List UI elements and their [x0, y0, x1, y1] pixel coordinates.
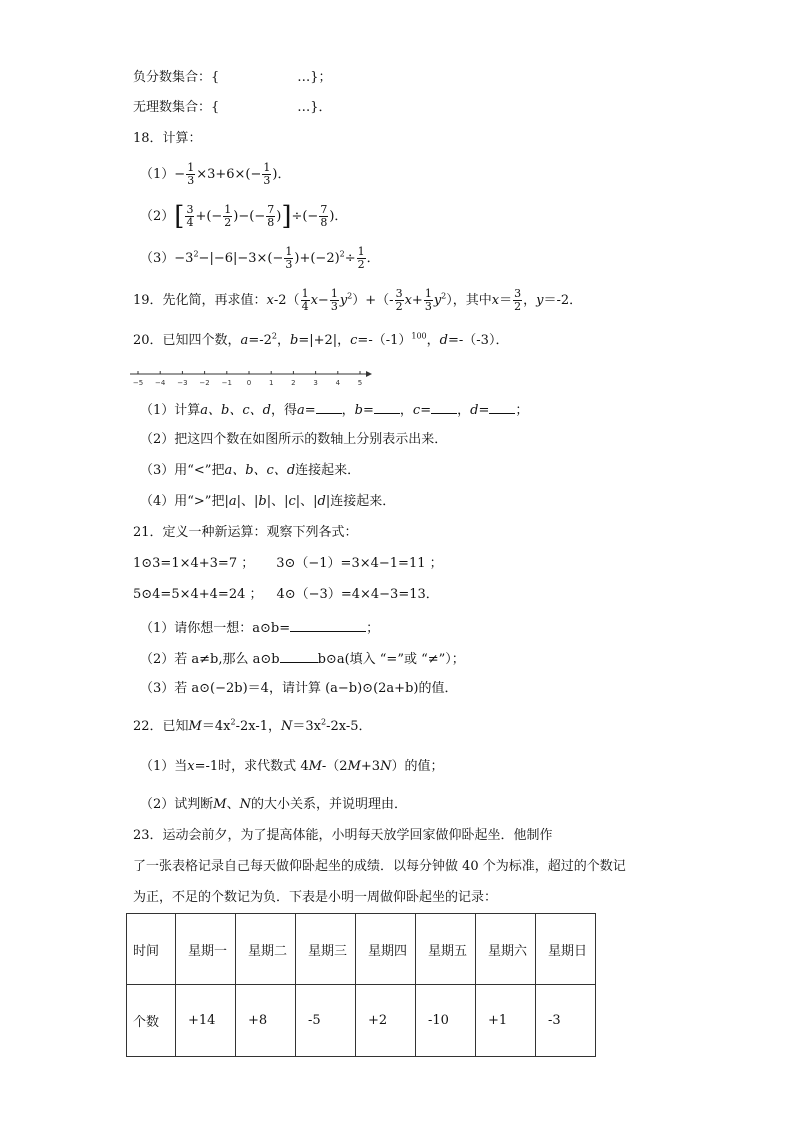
- q20-lead: 20．已知四个数，: [133, 333, 241, 348]
- number-line-tick-label: −3: [177, 379, 188, 387]
- q21-part2: [140, 648, 465, 670]
- q18-p1-f2-num: 1: [263, 161, 271, 174]
- table-header-cell: 时间: [127, 914, 176, 985]
- q20-p4-t2: |连接起来．: [325, 494, 396, 509]
- number-line-tick-label: −1: [221, 379, 232, 387]
- table-header-cell: 星期日: [536, 914, 596, 985]
- q22-p1-N1: N: [380, 759, 392, 774]
- q19-f2-den: 3: [330, 300, 338, 313]
- q20-part1: [140, 399, 528, 421]
- q18-p2-number: （2）: [140, 209, 175, 224]
- q18-p1-frac2: [262, 162, 271, 187]
- q21-answer2-blank[interactable]: [280, 648, 318, 663]
- q18-p3-frac1: [284, 246, 293, 271]
- q20-p1-a: a: [296, 403, 305, 418]
- q18-p3-b: −|−6|−3×(−: [198, 251, 284, 266]
- q22-p1-t2: =-1时，求代数式 4: [194, 759, 309, 774]
- q19-f3-den: 2: [395, 300, 403, 313]
- q19-x4: x: [491, 293, 500, 308]
- q20-answer-a-blank[interactable]: [316, 399, 342, 414]
- q22-N-exp: 2: [320, 717, 327, 727]
- q18-p3-c: )+(−2): [294, 251, 340, 266]
- q22-p1-t5: ）的值；: [391, 759, 444, 774]
- q20-p4-d: d: [317, 494, 326, 509]
- number-line-tick-label: 2: [291, 379, 296, 387]
- q20-a-value: =-2: [248, 333, 272, 348]
- q20-p1-sep3: ，: [457, 403, 471, 418]
- q19-m3: ）+（-: [352, 293, 394, 308]
- q18-p3-g-den: 2: [357, 258, 365, 271]
- q20-answer-c-blank[interactable]: [431, 399, 457, 414]
- q20-c-exp: 100: [411, 331, 427, 341]
- q21-p2-t1: （2）若 a≠b,那么 a⊙b: [140, 652, 280, 667]
- q18-p1-f1-num: 1: [187, 161, 195, 174]
- q22-M-value2: -2x-1，: [235, 719, 281, 734]
- negative-fraction-set-label: 负分数集合：{: [133, 70, 220, 85]
- table-header-row: [127, 914, 596, 985]
- q22-p1-t1: （1）当: [140, 759, 188, 774]
- number-line-tick-label: 3: [313, 379, 318, 387]
- q21-p1-end: ；: [366, 621, 380, 636]
- q22-p2-t2: 的大小关系，并说明理由．: [250, 797, 407, 812]
- q19-y3: y: [536, 293, 544, 308]
- q20-p4-a: a: [228, 494, 237, 509]
- q18-p3-f-num: 1: [285, 245, 293, 258]
- table-cell: -3: [536, 985, 596, 1057]
- q21-examples-row2: [133, 585, 439, 605]
- q22-part1: [140, 757, 443, 777]
- q21-example4: 4⊙（−3）=4×4−3=13．: [276, 587, 439, 602]
- q18-part1: [140, 162, 290, 187]
- table-cell: -5: [296, 985, 356, 1057]
- q20-answer-d-blank[interactable]: [489, 399, 515, 414]
- q18-p3-d: ÷: [344, 251, 356, 266]
- q20-p1-d: d: [470, 403, 479, 418]
- q20-b: b: [289, 333, 299, 348]
- number-line-tick-label: 5: [357, 379, 363, 387]
- q22-part2: [140, 795, 407, 815]
- q22-N-value2: -2x-5．: [326, 719, 372, 734]
- q18-p2-f2-num: 1: [224, 203, 232, 216]
- q20-p1-eq-d: =: [478, 403, 490, 418]
- q23-line3: 为正，不足的个数记为负．下表是小明一周做仰卧起坐的记录：: [133, 890, 498, 905]
- q20-p1-sep1: ，: [341, 403, 355, 418]
- q20-p1-b: b: [354, 403, 363, 418]
- q20-p1-t1: （1）计算: [140, 403, 201, 418]
- q18-p3-end: ．: [366, 251, 380, 266]
- situp-record-table: [126, 913, 596, 1057]
- table-cell: +8: [236, 985, 296, 1057]
- q20-p3-t2: 连接起来．: [295, 463, 361, 478]
- number-line-tick-label: 4: [335, 379, 341, 387]
- q18-p3-frac2: [357, 246, 366, 271]
- q18-title: 18．计算：: [133, 131, 202, 146]
- number-line-tick-label: 0: [246, 379, 252, 387]
- q19-y2: y: [433, 293, 442, 308]
- q20-p1-c: c: [412, 403, 421, 418]
- q19-e1: 2: [347, 291, 353, 301]
- number-line-ticks: [133, 371, 362, 387]
- q22-p2-M: M: [213, 797, 227, 812]
- q20-p3-t1: （3）用“<”把: [140, 463, 225, 478]
- q19-f5-den: 2: [514, 300, 522, 313]
- q20-comma2: ，: [426, 333, 440, 348]
- q22-p1-M2: M: [347, 759, 361, 774]
- number-line-tick-label: −2: [199, 379, 210, 387]
- q18-p2-f4-den: 8: [320, 216, 328, 229]
- q22-p1-t4: +3: [360, 759, 381, 774]
- q20-p4-s2: |、|: [266, 494, 289, 509]
- number-line: [128, 370, 373, 390]
- q18-p3-g-num: 1: [357, 245, 365, 258]
- q18-part2: [140, 201, 348, 232]
- table-header-cell: 星期六: [476, 914, 536, 985]
- q21-part3: （3）若 a⊙(−2b)＝4，请计算 (a−b)⊙(2a+b)的值．: [140, 681, 458, 696]
- q18-p1-minus: −: [174, 167, 186, 182]
- q18-p1-end: )．: [272, 167, 291, 182]
- q18-part3: [140, 246, 380, 271]
- q20-p4-c: c: [288, 494, 296, 509]
- irrational-set-label: 无理数集合：{: [133, 100, 220, 115]
- q19-line: [133, 288, 582, 313]
- q22-p1-t3: -（2: [321, 759, 348, 774]
- q19-f5-num: 3: [514, 287, 522, 300]
- q19-f3-num: 3: [395, 287, 403, 300]
- table-header-cell: 星期二: [236, 914, 296, 985]
- q23-line1: 23．运动会前夕，为了提高体能，小明每天放学回家做仰卧起坐．他制作: [133, 828, 553, 843]
- q18-p1-mid: ×3+6×(−: [196, 167, 262, 182]
- table-header-cell: 星期五: [416, 914, 476, 985]
- q20-d: d: [439, 333, 448, 348]
- q22-p1-M1: M: [308, 759, 322, 774]
- q19-x2: x: [310, 293, 318, 308]
- number-line-tick-label: −5: [132, 379, 144, 387]
- q20-p1-eq-c: =: [420, 403, 432, 418]
- q19-x1: x: [266, 293, 274, 308]
- q19-m2: −: [317, 293, 329, 308]
- q21-example2: 3⊙（−1）=3×4−1=11 ；: [276, 556, 443, 571]
- q20-a-exp: 2: [271, 331, 277, 341]
- number-line-tick-label: −4: [155, 379, 166, 387]
- q18-p2-t1: +(−: [195, 209, 223, 224]
- q20-b-value: =|+2|，: [298, 333, 351, 348]
- q18-p2-f2-den: 2: [224, 216, 232, 229]
- table-header-cell: 星期四: [356, 914, 416, 985]
- q19-c1: ，: [523, 293, 537, 308]
- q18-p2-t2: )−(−: [233, 209, 266, 224]
- q19-eq2: ＝-2．: [543, 293, 583, 308]
- q21-example3: 5⊙4=5×4+4=24 ；: [133, 587, 263, 602]
- q19-f2-num: 1: [330, 287, 338, 300]
- q18-p1-frac1: [186, 162, 195, 187]
- q18-p3-number: （3）: [140, 251, 175, 266]
- q20-a: a: [240, 333, 249, 348]
- q18-p2-frac3: [266, 204, 275, 229]
- q19-x3: x: [404, 293, 412, 308]
- q20-lead-line: [133, 331, 508, 351]
- table-cell: 个数: [127, 985, 176, 1057]
- q18-p3-f-den: 3: [285, 258, 293, 271]
- q18-p2-frac2: [223, 204, 232, 229]
- q19-frac1: [301, 288, 310, 313]
- q18-p1-number: （1）: [140, 167, 175, 182]
- q22-N: N: [281, 719, 293, 734]
- q18-p2-f4-num: 7: [320, 203, 328, 216]
- q22-p2-N: N: [239, 797, 251, 812]
- q22-M: M: [188, 719, 202, 734]
- q22-lead-line: [133, 717, 372, 737]
- q20-p1-vars: a、b、c、d: [200, 403, 271, 418]
- q20-p4-t1: （4）用“>”把|: [140, 494, 229, 509]
- q22-p2-sep: 、: [226, 797, 240, 812]
- table-header-cell: 星期一: [176, 914, 236, 985]
- q19-frac5: [513, 288, 522, 313]
- q18-p2-f3-num: 7: [267, 203, 275, 216]
- q18-p2-t3: ): [276, 209, 282, 224]
- q20-c-value: =-（-1）: [357, 333, 412, 348]
- q20-comma1: ，: [276, 333, 290, 348]
- q22-M-value: ＝4x: [201, 719, 231, 734]
- q23-line2: 了一张表格记录自己每天做仰卧起坐的成绩．以每分钟做 40 个为标准，超过的个数记: [133, 859, 626, 874]
- q18-p2-f1-den: 4: [186, 216, 194, 229]
- q20-d-value: =-（-3）．: [448, 333, 509, 348]
- table-row: [127, 985, 596, 1057]
- q18-p3-c-exp: 2: [339, 249, 345, 259]
- q21-lead: 21．定义一种新运算：观察下列各式：: [133, 525, 358, 540]
- q19-f4-den: 3: [424, 300, 432, 313]
- q19-f1-den: 4: [301, 300, 309, 313]
- negative-fraction-set-line: [133, 68, 332, 88]
- q22-lead: 22．已知: [133, 719, 189, 734]
- q20-p4-b: b: [258, 494, 267, 509]
- q18-p2-frac1: [185, 204, 194, 229]
- q19-f1-num: 1: [301, 287, 309, 300]
- number-line-tick-label: 1: [268, 379, 274, 387]
- q20-p4-s3: |、|: [295, 494, 318, 509]
- q19-m5: ），其中: [446, 293, 492, 308]
- q19-m1: -2（: [273, 293, 300, 308]
- table-cell: +1: [476, 985, 536, 1057]
- q18-p3-a-exp: 2: [193, 249, 199, 259]
- q19-eq1: ＝: [499, 293, 513, 308]
- q19-m4: +: [411, 293, 423, 308]
- q18-p2-right-bracket: ]: [281, 201, 292, 232]
- q20-p1-end: ；: [515, 403, 529, 418]
- table-cell: +14: [176, 985, 236, 1057]
- q22-N-value: ＝3x: [292, 719, 321, 734]
- number-line-arrow: [366, 371, 372, 377]
- irrational-set-end: …}．: [297, 100, 332, 115]
- q19-lead: 19．先化简，再求值：: [133, 293, 267, 308]
- q19-y1: y: [339, 293, 348, 308]
- q21-examples-row1: [133, 554, 443, 574]
- q18-p2-frac4: [319, 204, 328, 229]
- q21-example1: 1⊙3=1×4+3=7 ；: [133, 556, 255, 571]
- q20-c: c: [350, 333, 358, 348]
- q20-p1-eq-b: =: [363, 403, 374, 418]
- q20-part4: [140, 492, 395, 512]
- q22-p1-x: x: [187, 759, 195, 774]
- q19-e2: 2: [441, 291, 447, 301]
- q20-p4-s1: |、|: [236, 494, 259, 509]
- q20-p1-eq-a: =: [304, 403, 316, 418]
- negative-fraction-set-end: …}；: [297, 70, 332, 85]
- q20-p3-vars: a、b、c、d: [224, 463, 296, 478]
- q20-p1-sep2: ，: [399, 403, 413, 418]
- q18-p3-a: −3: [174, 251, 194, 266]
- table-cell: -10: [416, 985, 476, 1057]
- q20-p1-t2: ，得: [270, 403, 297, 418]
- q20-part3: [140, 461, 360, 481]
- q21-part1: [140, 617, 379, 639]
- table-cell: +2: [356, 985, 416, 1057]
- q18-p1-f1-den: 3: [187, 174, 195, 187]
- q19-frac3: [395, 288, 404, 313]
- q21-answer1-blank[interactable]: [290, 617, 366, 632]
- q18-p1-f2-den: 3: [263, 174, 271, 187]
- q18-p2-t4: ÷(−: [291, 209, 319, 224]
- table-header-cell: 星期三: [296, 914, 356, 985]
- q19-frac4: [424, 288, 433, 313]
- q21-p1-t1: （1）请你想一想：a⊙b=: [140, 621, 291, 636]
- q18-p2-f1-num: 3: [186, 203, 194, 216]
- q18-p2-left-bracket: [: [174, 201, 185, 232]
- q20-answer-b-blank[interactable]: [374, 399, 400, 414]
- q19-f4-num: 1: [424, 287, 432, 300]
- irrational-set-line: [133, 98, 332, 118]
- q19-frac2: [330, 288, 339, 313]
- q22-p2-t1: （2）试判断: [140, 797, 214, 812]
- q21-p2-t2: b⊙a(填入 “=”或 “≠”）；: [317, 652, 465, 667]
- q18-p2-f3-den: 8: [267, 216, 275, 229]
- q18-p2-end: )．: [329, 209, 348, 224]
- q22-M-exp: 2: [230, 717, 236, 727]
- q20-part2: （2）把这四个数在如图所示的数轴上分别表示出来．: [140, 432, 448, 447]
